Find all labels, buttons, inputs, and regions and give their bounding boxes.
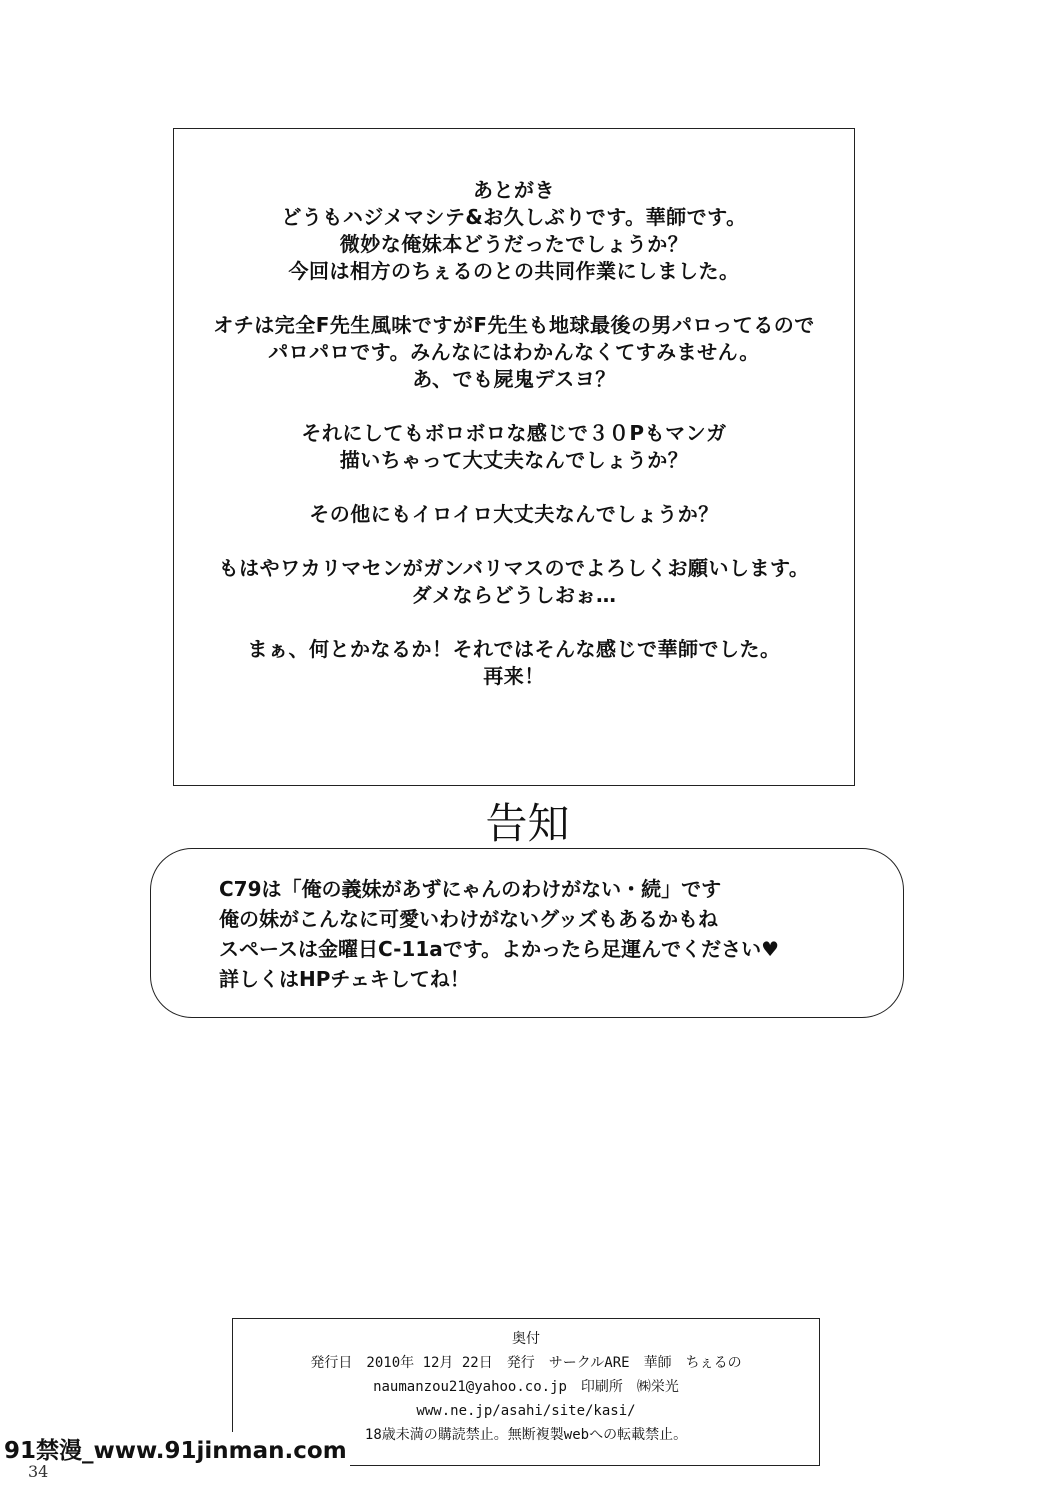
afterword-line: パロパロです。みんなにはわかんなくてすみません。 [268, 340, 760, 364]
afterword-line: 今回は相方のちぇるのとの共同作業にしました。 [288, 259, 740, 283]
afterword-line: あ、でも屍鬼デスヨ？ [412, 367, 616, 391]
notice-line: 詳しくはHPチェキしてね！ [219, 967, 470, 991]
afterword-line: まぁ、何とかなるか！それではそんな感じで華師でした。 [247, 637, 781, 661]
afterword-text [174, 177, 854, 717]
notice-heading: 告知 [485, 799, 570, 848]
notice-line: スペースは金曜日C-11aです。よかったら足運んでください♥ [219, 937, 780, 961]
colophon-line: naumanzou21@yahoo.co.jp 印刷所 ㈱栄光 [373, 1379, 679, 1395]
colophon-text [233, 1327, 819, 1447]
colophon-title: 奥付 [512, 1331, 540, 1347]
colophon-line: 発行日 2010年 12月 22日 発行 サークルARE 華師 ちぇるの [310, 1355, 742, 1371]
page-number: 34 [28, 1462, 49, 1481]
afterword-line: どうもハジメマシテ&お久しぶりです。華師です。 [281, 205, 747, 229]
afterword-line: もはやワカリマセンがガンバリマスのでよろしくお願いします。 [218, 556, 810, 580]
notice-box [150, 848, 904, 1018]
afterword-box [173, 128, 855, 786]
afterword-paragraph [174, 420, 854, 474]
afterword-paragraph [174, 501, 854, 528]
colophon-link[interactable]: www.ne.jp/asahi/site/kasi/ [416, 1403, 636, 1419]
afterword-paragraph [174, 555, 854, 609]
afterword-line: オチは完全F先生風味ですがF先生も地球最後の男パロってるので [213, 313, 815, 337]
notice-text [219, 874, 779, 994]
afterword-paragraph [174, 312, 854, 393]
afterword-line: 描いちゃって大丈夫なんでしょうか？ [339, 448, 689, 472]
afterword-line: 微妙な俺妹本どうだったでしょうか？ [339, 232, 689, 256]
afterword-paragraph [174, 177, 854, 285]
notice-line: 俺の妹がこんなに可愛いわけがないグッズもあるかもね [219, 907, 718, 931]
afterword-line: その他にもイロイロ大丈夫なんでしょうか？ [309, 502, 719, 526]
afterword-line: 再来！ [483, 664, 545, 688]
afterword-line: ダメならどうしおぉ… [411, 583, 617, 607]
afterword-paragraph [174, 636, 854, 690]
colophon-line: 18歳未満の購読禁止。無断複製webへの転載禁止。 [364, 1427, 688, 1443]
watermark: 91禁漫_www.91jinman.com [0, 1432, 350, 1470]
afterword-line: あとがき [473, 178, 555, 202]
afterword-line: それにしてもボロボロな感じで３０Pもマンガ [301, 421, 727, 445]
notice-line: C79は「俺の義妹があずにゃんのわけがない・続」です [219, 877, 722, 901]
